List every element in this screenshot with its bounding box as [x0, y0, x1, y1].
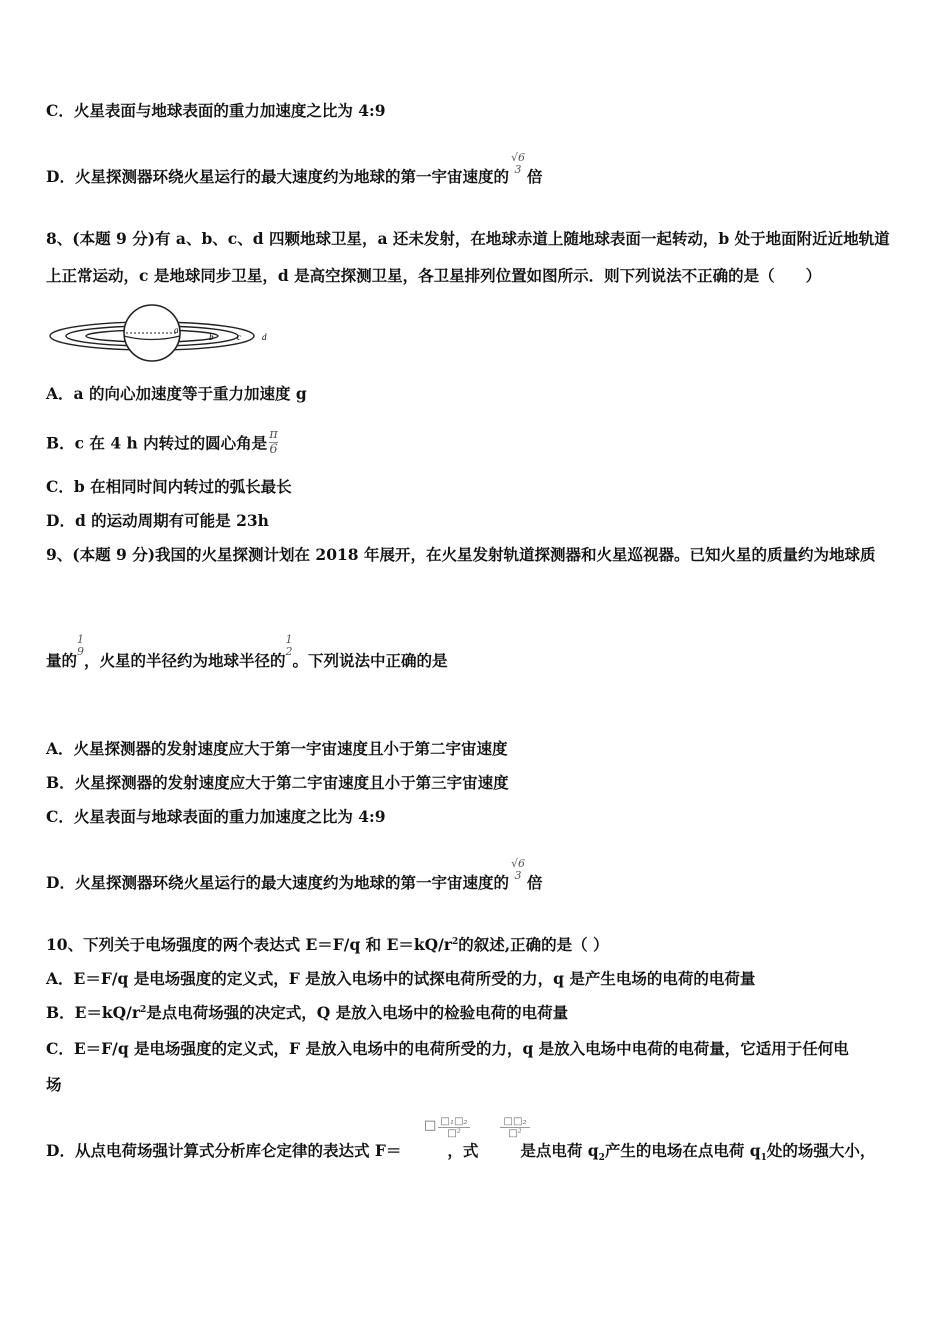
q10-option-b-sup: 2: [139, 1004, 147, 1015]
field-formula-numerator: □□₂: [500, 1116, 530, 1128]
q10-stem: [46, 934, 609, 956]
q10-option-d-text-4: 处的场强大小，: [766, 1141, 876, 1160]
q10-stem-text-end: 的叙述,正确的是（ ）: [458, 935, 609, 954]
q8-option-a: A．a 的向心加速度等于重力加速度 g: [46, 384, 307, 403]
field-formula-denominator: □²: [508, 1128, 522, 1139]
label-c: c: [237, 332, 241, 342]
q9-option-d-text: D．火星探测器环绕火星运行的最大速度约为地球的第一宇宙速度的: [46, 873, 509, 892]
q10-option-d: [46, 1140, 875, 1162]
q9-option-b: B．火星探测器的发射速度应大于第二宇宙速度且小于第三宇宙速度: [46, 773, 509, 792]
q10-option-d-text-3: 产生的电场在点电荷 q: [604, 1141, 761, 1160]
label-b: b: [209, 332, 214, 342]
q9-stem-line1: 9、(本题 9 分)我国的火星探测计划在 2018 年展开，在火星发射轨道探测器和火星巡视器。已知火星的质量约为地球质: [46, 545, 876, 564]
q10-option-c-line1: C．E＝F/q 是电场强度的定义式，F 是放入电场中的电荷所受的力，q 是放入电场中电荷的电荷量，它适用于任何电: [46, 1039, 849, 1058]
q9-stem-text-c: 。下列说法中正确的是: [292, 651, 448, 670]
q7-option-d: [46, 151, 543, 190]
q10-stem-text: 10、下列关于电场强度的两个表达式 E＝F/q 和 E＝kQ/r: [46, 935, 452, 954]
q8-option-d: D．d 的运动周期有可能是 23h: [46, 511, 269, 530]
formula-placeholder-symbol: □: [424, 1118, 437, 1133]
q9-fraction-radius: 1 2: [285, 633, 293, 658]
q9-stem-text-b: ，火星的半径约为地球半径的: [84, 651, 286, 670]
q9-stem-line2: [46, 633, 448, 674]
q10-option-d-text-2: 是点电荷 q: [520, 1141, 599, 1160]
coulomb-formula-fraction: [438, 1116, 470, 1139]
q7-option-d-suffix: 倍: [526, 167, 543, 186]
q8-option-b: [46, 427, 280, 459]
q10-option-a: A．E＝F/q 是电场强度的定义式，F 是放入电场中的试探电荷所受的力，q 是产生电场的电荷的电荷量: [46, 969, 756, 988]
coulomb-formula-numerator: □₁□₂: [438, 1116, 470, 1128]
q9-option-d-fraction: √6 3: [510, 857, 525, 882]
q7-option-c: C．火星表面与地球表面的重力加速度之比为 4:9: [46, 101, 386, 120]
q9-option-d: [46, 857, 543, 896]
coulomb-formula-denominator: □²: [447, 1128, 461, 1139]
q10-option-b: [46, 1002, 568, 1024]
q10-option-d-sub-q2: 2: [598, 1153, 605, 1164]
q10-option-d-sub-q1: 1: [760, 1153, 767, 1164]
q9-fraction-mass: 1 9: [77, 633, 85, 658]
q8-stem-line2: 上正常运动，c 是地球同步卫星，d 是高空探测卫星，各卫星排列位置如图所示．则下列说法不正确的是（ ）: [46, 266, 822, 285]
q10-option-d-mid: ，式: [447, 1141, 479, 1160]
q7-option-d-fraction: √6 3: [510, 151, 525, 176]
q10-stem-sup: 2: [451, 936, 459, 947]
q8-option-c: C．b 在相同时间内转过的弧长最长: [46, 477, 292, 496]
satellite-orbit-figure: [46, 303, 286, 369]
q10-option-c-line2: 场: [46, 1075, 62, 1094]
q8-option-b-text: B．c 在 4 h 内转过的圆心角是: [46, 433, 268, 453]
label-d: d: [262, 332, 267, 342]
q8-option-b-fraction: $\frac{\pi}{6}$: [269, 427, 278, 457]
label-a: a: [174, 325, 179, 335]
field-formula-fraction: [500, 1116, 530, 1139]
q9-option-a: A．火星探测器的发射速度应大于第一宇宙速度且小于第二宇宙速度: [46, 739, 508, 758]
q10-option-b-text: B．E＝kQ/r: [46, 1003, 140, 1022]
q8-stem-line1: 8、(本题 9 分)有 a、b、c、d 四颗地球卫星，a 还未发射，在地球赤道上随地球表面一起转动，b 处于地面附近近地轨道: [46, 229, 890, 248]
q9-option-d-suffix: 倍: [526, 873, 543, 892]
q9-option-c: C．火星表面与地球表面的重力加速度之比为 4:9: [46, 807, 386, 826]
q10-option-d-text: D．从点电荷场强计算式分析库仑定律的表达式 F＝: [46, 1141, 402, 1160]
q7-option-d-text: D．火星探测器环绕火星运行的最大速度约为地球的第一宇宙速度的: [46, 167, 509, 186]
q9-stem-text-a: 量的: [46, 651, 78, 670]
q10-option-b-text-end: 是点电荷场强的决定式，Q 是放入电场中的检验电荷的电荷量: [146, 1003, 569, 1022]
